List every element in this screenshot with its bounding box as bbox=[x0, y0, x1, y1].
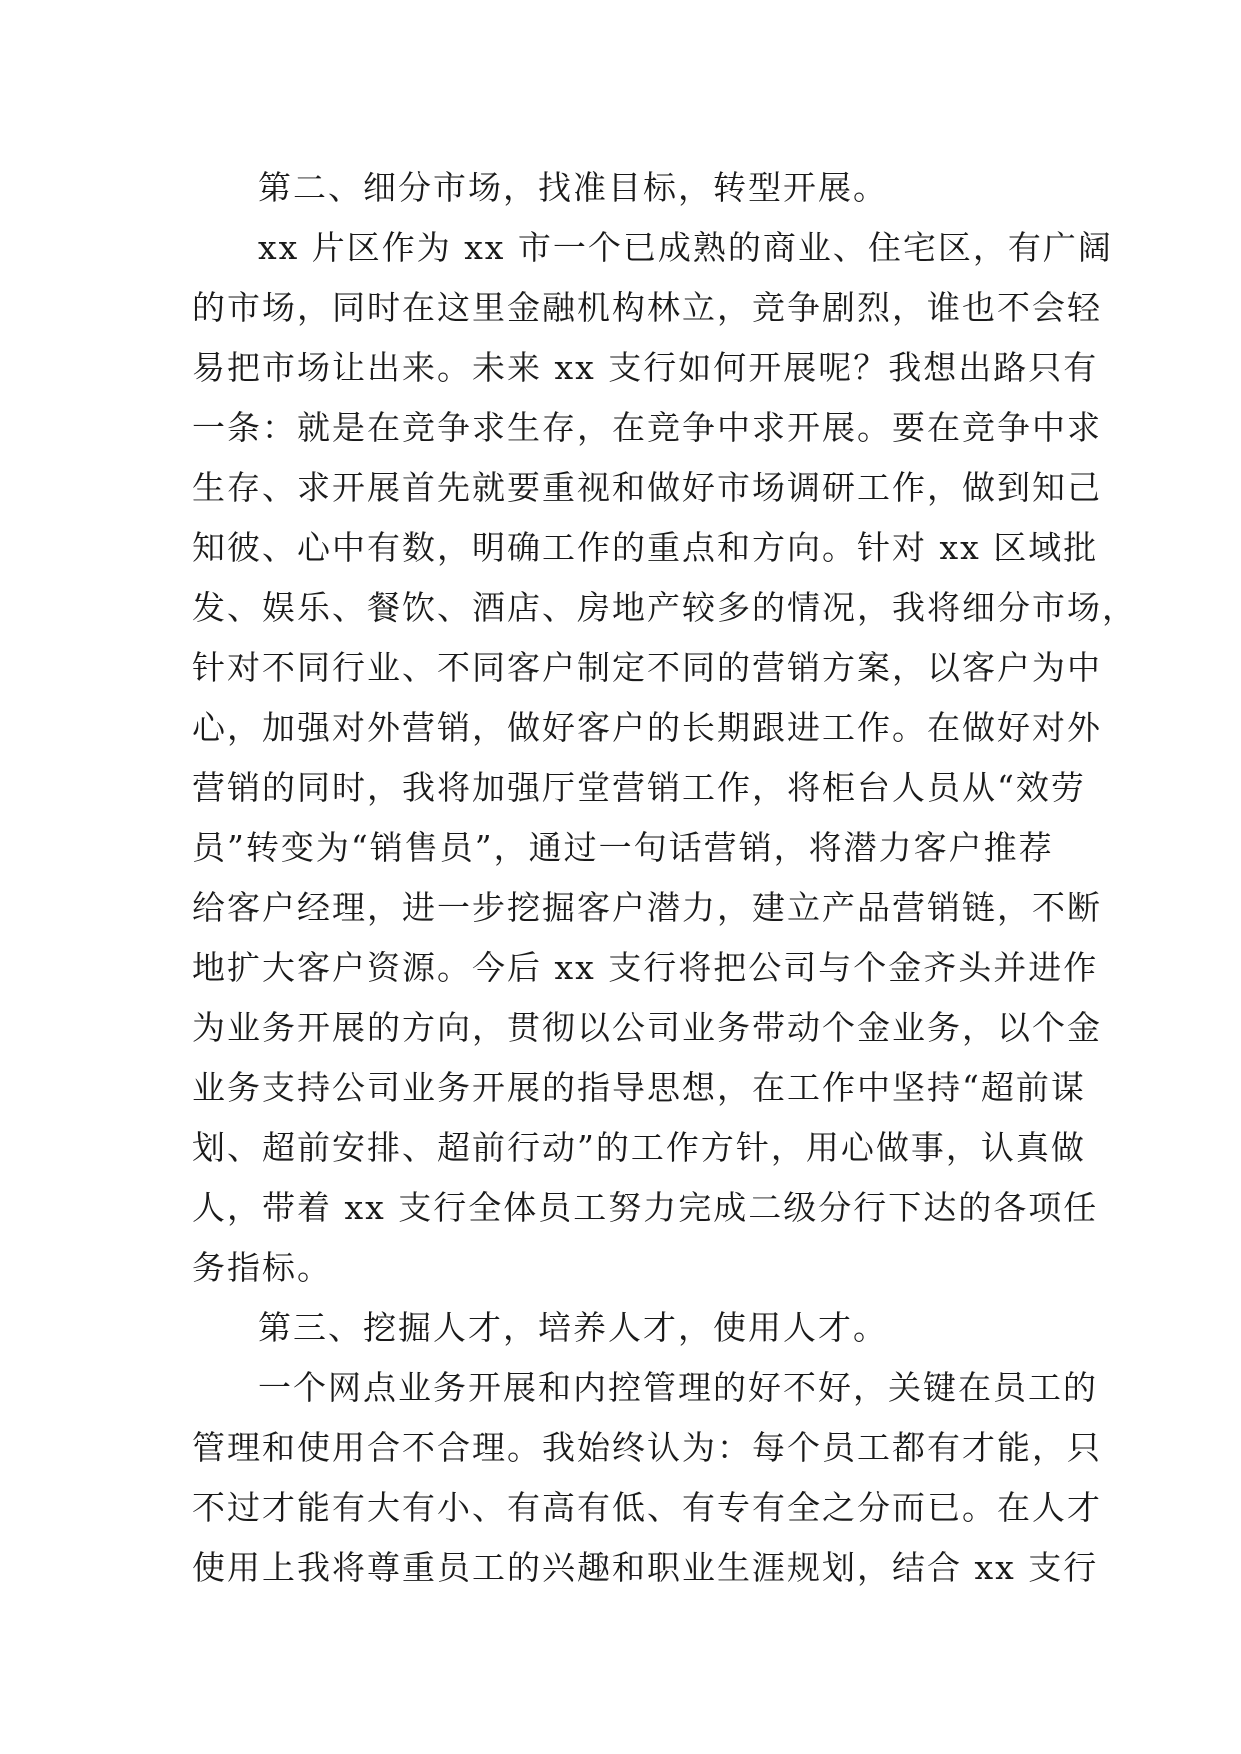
section-heading-3: 第三、挖掘人才，培养人才，使用人才。 bbox=[258, 1308, 888, 1347]
section-heading-2: 第二、细分市场，找准目标，转型开展。 bbox=[258, 168, 888, 207]
paragraph-line: 使用上我将尊重员工的兴趣和职业生涯规划，结合 xx 支行 bbox=[192, 1548, 1099, 1587]
paragraph-line: 划、超前安排、超前行动”的工作方针，用心做事，认真做 bbox=[192, 1128, 1086, 1167]
paragraph-line: 人，带着 xx 支行全体员工努力完成二级分行下达的各项任 bbox=[192, 1188, 1099, 1227]
paragraph-line: xx 片区作为 xx 市一个已成熟的商业、住宅区，有广阔 bbox=[258, 228, 1113, 267]
paragraph-line: 营销的同时，我将加强厅堂营销工作，将柜台人员从“效劳 bbox=[192, 768, 1086, 807]
paragraph-line: 的市场，同时在这里金融机构林立，竞争剧烈，谁也不会轻 bbox=[192, 288, 1102, 327]
paragraph-line: 一个网点业务开展和内控管理的好不好，关键在员工的 bbox=[258, 1368, 1098, 1407]
paragraph-line: 业务支持公司业务开展的指导思想，在工作中坚持“超前谋 bbox=[192, 1068, 1086, 1107]
paragraph-line: 知彼、心中有数，明确工作的重点和方向。针对 xx 区域批 bbox=[192, 528, 1099, 567]
paragraph-line: 务指标。 bbox=[192, 1248, 332, 1287]
document-body bbox=[192, 158, 1137, 1598]
paragraph-line: 心，加强对外营销，做好客户的长期跟进工作。在做好对外 bbox=[192, 708, 1102, 747]
paragraph-line: 为业务开展的方向，贯彻以公司业务带动个金业务，以个金 bbox=[192, 1008, 1102, 1047]
paragraph-line: 发、娱乐、餐饮、酒店、房地产较多的情况，我将细分市场， bbox=[192, 588, 1137, 627]
paragraph-line: 一条：就是在竞争求生存，在竞争中求开展。要在竞争中求 bbox=[192, 408, 1102, 447]
paragraph-line: 不过才能有大有小、有高有低、有专有全之分而已。在人才 bbox=[192, 1488, 1102, 1527]
paragraph-line: 地扩大客户资源。今后 xx 支行将把公司与个金齐头并进作 bbox=[192, 948, 1099, 987]
paragraph-line: 生存、求开展首先就要重视和做好市场调研工作，做到知己 bbox=[192, 468, 1102, 507]
paragraph-line: 给客户经理，进一步挖掘客户潜力，建立产品营销链，不断 bbox=[192, 888, 1102, 927]
paragraph-line: 员”转变为“销售员”，通过一句话营销，将潜力客户推荐 bbox=[192, 828, 1054, 867]
paragraph-line: 针对不同行业、不同客户制定不同的营销方案，以客户为中 bbox=[192, 648, 1102, 687]
paragraph-line: 管理和使用合不合理。我始终认为：每个员工都有才能，只 bbox=[192, 1428, 1102, 1467]
paragraph-line: 易把市场让出来。未来 xx 支行如何开展呢？我想出路只有 bbox=[192, 348, 1099, 387]
